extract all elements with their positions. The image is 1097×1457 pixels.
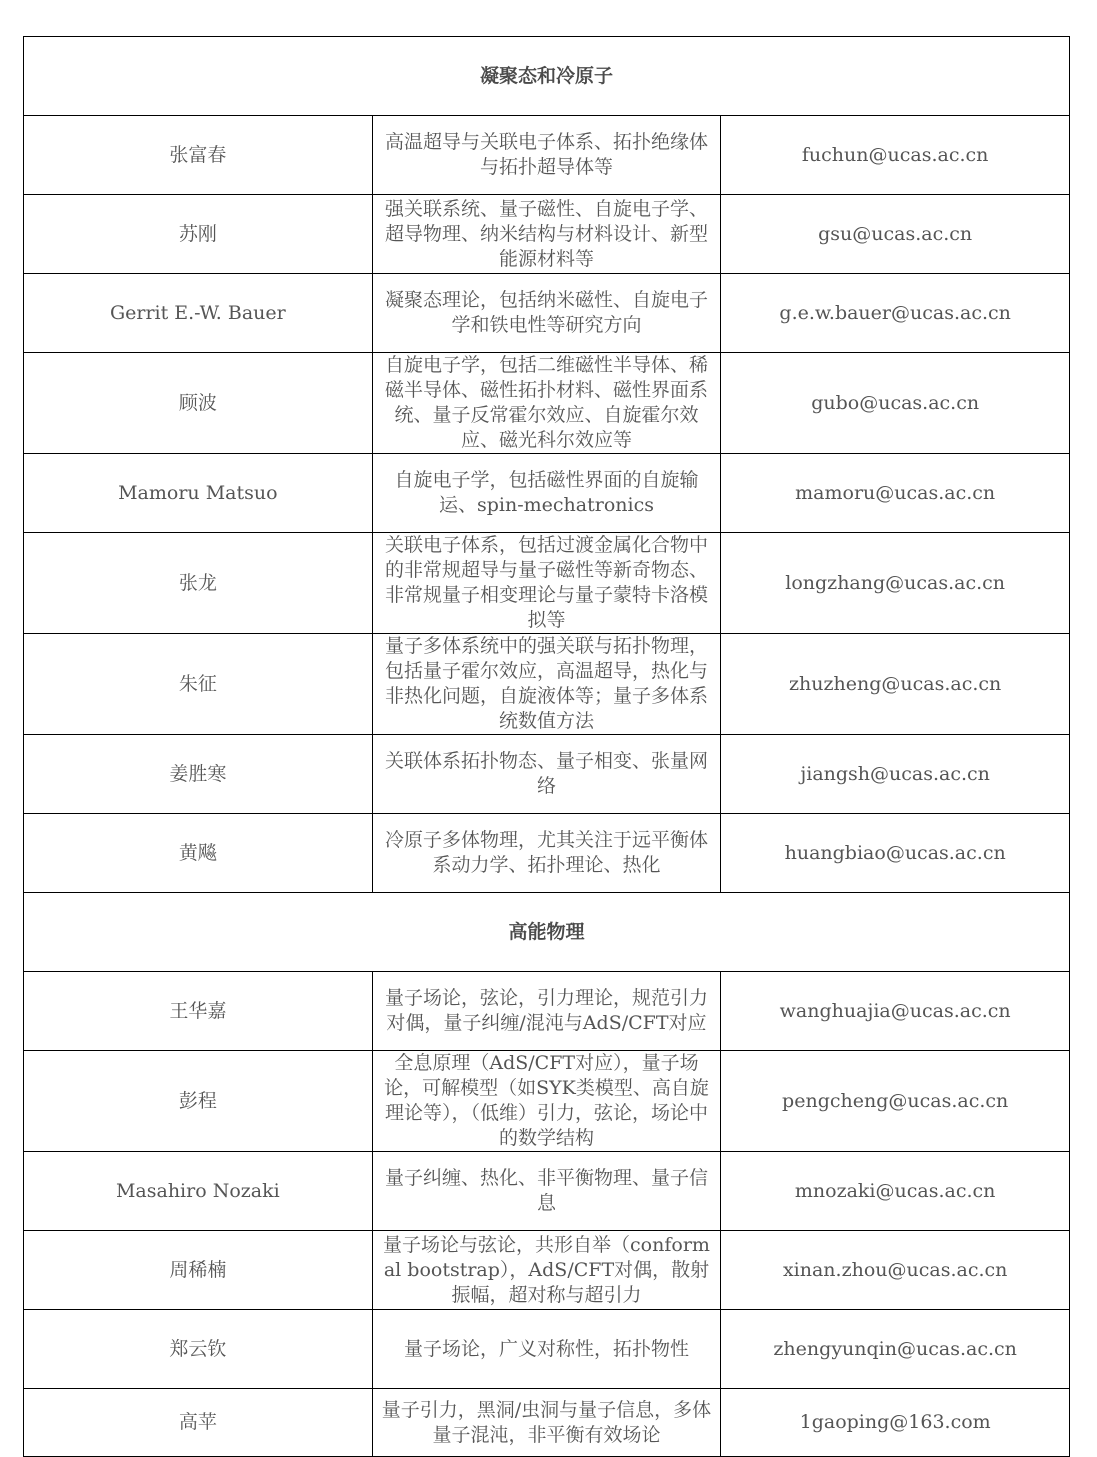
faculty-name: Gerrit E.-W. Bauer (24, 274, 373, 353)
research-field: 量子纠缠、热化、非平衡物理、量子信息 (372, 1152, 721, 1231)
table-row (24, 1051, 1070, 1152)
faculty-name: 顾波 (24, 353, 373, 454)
faculty-name: 苏刚 (24, 195, 373, 274)
faculty-email: jiangsh@ucas.ac.cn (721, 735, 1070, 814)
research-field: 关联电子体系，包括过渡金属化合物中的非常规超导与量子磁性等新奇物态、非常规量子相变理论与量子蒙特卡洛模拟等 (372, 533, 721, 634)
faculty-name: 郑云钦 (24, 1310, 373, 1389)
faculty-name: 王华嘉 (24, 972, 373, 1051)
faculty-name: 朱征 (24, 634, 373, 735)
research-field: 自旋电子学，包括二维磁性半导体、稀磁半导体、磁性拓扑材料、磁性界面系统、量子反常霍尔效应、自旋霍尔效应、磁光科尔效应等 (372, 353, 721, 454)
table-row (24, 116, 1070, 195)
research-field: 量子引力，黑洞/虫洞与量子信息，多体量子混沌，非平衡有效场论 (372, 1389, 721, 1457)
faculty-name: 周稀楠 (24, 1231, 373, 1310)
table-row (24, 814, 1070, 893)
table-row (24, 634, 1070, 735)
table-row (24, 972, 1070, 1051)
table-row (24, 735, 1070, 814)
research-field: 高温超导与关联电子体系、拓扑绝缘体与拓扑超导体等 (372, 116, 721, 195)
faculty-name: 黄飚 (24, 814, 373, 893)
research-field: 量子场论，广义对称性，拓扑物性 (372, 1310, 721, 1389)
faculty-email: zhuzheng@ucas.ac.cn (721, 634, 1070, 735)
faculty-email: fuchun@ucas.ac.cn (721, 116, 1070, 195)
faculty-table (23, 36, 1070, 1457)
faculty-name: Masahiro Nozaki (24, 1152, 373, 1231)
research-field: 全息原理（AdS/CFT对应），量子场论，可解模型（如SYK类模型、高自旋理论等），（低维）引力，弦论，场论中的数学结构 (372, 1051, 721, 1152)
research-field: 冷原子多体物理，尤其关注于远平衡体系动力学、拓扑理论、热化 (372, 814, 721, 893)
research-field: 量子场论与弦论，共形自举（conformal bootstrap），AdS/CFT对偶，散射振幅，超对称与超引力 (372, 1231, 721, 1310)
table-row (24, 454, 1070, 533)
faculty-email: xinan.zhou@ucas.ac.cn (721, 1231, 1070, 1310)
faculty-email: longzhang@ucas.ac.cn (721, 533, 1070, 634)
faculty-email: wanghuajia@ucas.ac.cn (721, 972, 1070, 1051)
faculty-email: pengcheng@ucas.ac.cn (721, 1051, 1070, 1152)
section-title: 高能物理 (24, 893, 1070, 972)
research-field: 自旋电子学，包括磁性界面的自旋输运、spin-mechatronics (372, 454, 721, 533)
section-title: 凝聚态和冷原子 (24, 37, 1070, 116)
section-header-row (24, 893, 1070, 972)
table-row (24, 533, 1070, 634)
table-row (24, 195, 1070, 274)
faculty-email: huangbiao@ucas.ac.cn (721, 814, 1070, 893)
research-field: 量子场论，弦论，引力理论，规范引力对偶，量子纠缠/混沌与AdS/CFT对应 (372, 972, 721, 1051)
research-field: 量子多体系统中的强关联与拓扑物理，包括量子霍尔效应，高温超导，热化与非热化问题，自旋液体等；量子多体系统数值方法 (372, 634, 721, 735)
research-field: 关联体系拓扑物态、量子相变、张量网络 (372, 735, 721, 814)
table-row (24, 1231, 1070, 1310)
faculty-email: gubo@ucas.ac.cn (721, 353, 1070, 454)
faculty-email: g.e.w.bauer@ucas.ac.cn (721, 274, 1070, 353)
table-row (24, 1152, 1070, 1231)
faculty-name: 张富春 (24, 116, 373, 195)
faculty-email: zhengyunqin@ucas.ac.cn (721, 1310, 1070, 1389)
faculty-email: 1gaoping@163.com (721, 1389, 1070, 1457)
faculty-name: 彭程 (24, 1051, 373, 1152)
table-row (24, 1310, 1070, 1389)
table-row (24, 274, 1070, 353)
faculty-name: 高苹 (24, 1389, 373, 1457)
faculty-name: 姜胜寒 (24, 735, 373, 814)
faculty-email: mamoru@ucas.ac.cn (721, 454, 1070, 533)
table-row (24, 353, 1070, 454)
faculty-name: 张龙 (24, 533, 373, 634)
research-field: 凝聚态理论，包括纳米磁性、自旋电子学和铁电性等研究方向 (372, 274, 721, 353)
section-header-row (24, 37, 1070, 116)
faculty-email: gsu@ucas.ac.cn (721, 195, 1070, 274)
research-field: 强关联系统、量子磁性、自旋电子学、超导物理、纳米结构与材料设计、新型能源材料等 (372, 195, 721, 274)
faculty-email: mnozaki@ucas.ac.cn (721, 1152, 1070, 1231)
faculty-name: Mamoru Matsuo (24, 454, 373, 533)
